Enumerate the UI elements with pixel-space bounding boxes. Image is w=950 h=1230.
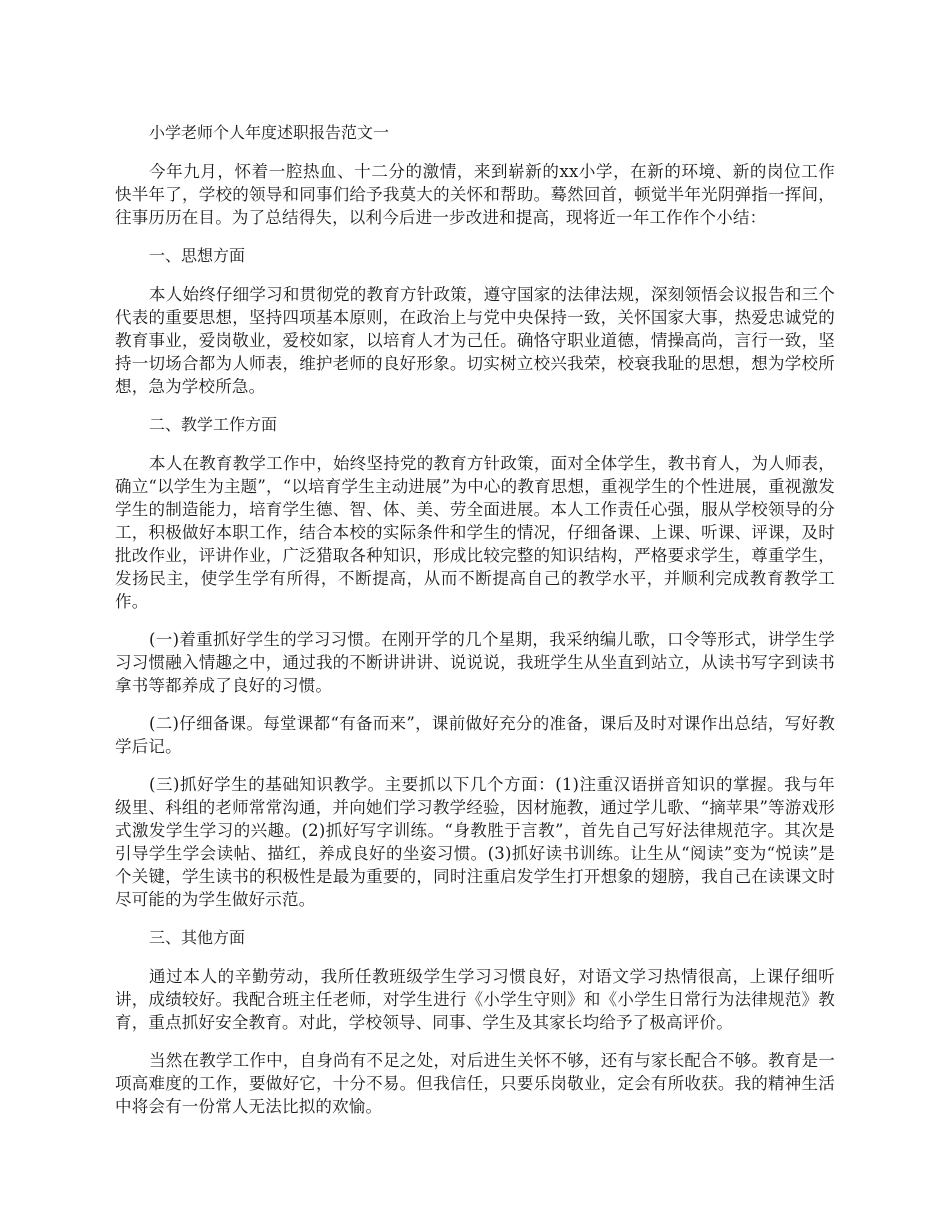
section-heading-teaching: 二、教学工作方面 [149,415,278,434]
document-title: 小学老师个人年度述职报告范文一 [149,123,390,142]
document-page [115,121,835,1133]
teaching-item-1: (一)着重抓好学生的学习习惯。在刚开学的几个星期，我采纳编儿歌，口令等形式，讲学生学习习惯融入情趣之中，通过我的不断讲讲讲、说说说，我班学生从坐直到站立，从读书写字到读书拿书等都养成了良好的习惯。 [115,630,835,695]
teaching-item-2: (二)仔细备课。每堂课都“有备而来”，课前做好充分的准备，课后及时对课作出总结，写好教学后记。 [115,714,835,756]
teaching-paragraph: 本人在教育教学工作中，始终坚持党的教育方针政策，面对全体学生，教书育人，为人师表，确立“以学生为主题”，“以培育学生主动进展”为中心的教育思想，重视学生的个性进展，重视激发学生的制造能力，培育学生德、智、体、美、劳全面进展。本人工作责任心强，服从学校领导的分工，积极做好本职工作，结合本校的实际条件和学生的情况，仔细备课、上课、听课、评课，及时批改作业，评讲作业，广泛猎取各种知识，形成比较完整的知识结构，严格要求学生，尊重学生，发扬民主，使学生学有所得，不断提高，从而不断提高自己的教学水平，并顺利完成教育教学工作。 [115,454,835,611]
thought-paragraph: 本人始终仔细学习和贯彻党的教育方针政策，遵守国家的法律法规，深刻领悟会议报告和三个代表的重要思想，坚持四项基本原则，在政治上与党中央保持一致，关怀国家大事，热爱忠诚党的教育事业，爱岗敬业，爱校如家，以培育人才为己任。确恪守职业道德，情操高尚，言行一致，坚持一切场合都为人师表，维护老师的良好形象。切实树立校兴我荣，校衰我耻的思想，想为学校所想，急为学校所急。 [115,285,835,396]
section-heading-other: 三、其他方面 [149,928,246,947]
teaching-item-3: (三)抓好学生的基础知识教学。主要抓以下几个方面：(1)注重汉语拼音知识的掌握。我与年级里、科组的老师常常沟通，并向她们学习教学经验，因材施教，通过学儿歌、“摘苹果”等游戏形式激发学生学习的兴趣。(2)抓好写字训练。“身教胜于言教”，首先自己写好法律规范字。其次是引导学生学会读帖、描红，养成良好的坐姿习惯。(3)抓好读书训练。让生从“阅读”变为“悦读”是个关键，学生读书的积极性是最为重要的，同时注重启发学生打开想象的翅膀，我自己在读课文时尽可能的为学生做好示范。 [115,775,835,909]
section-heading-thought: 一、思想方面 [149,246,246,265]
other-paragraph: 通过本人的辛勤劳动，我所任教班级学生学习习惯良好，对语文学习热情很高，上课仔细听讲，成绩较好。我配合班主任老师，对学生进行《小学生守则》和《小学生日常行为法律规范》教育，重点抓好安全教育。对此，学校领导、同事、学生及其家长均给予了极高评价。 [115,967,835,1032]
closing-paragraph: 当然在教学工作中，自身尚有不足之处，对后进生关怀不够，还有与家长配合不够。教育是一项高难度的工作，要做好它，十分不易。但我信任，只要乐岗敬业，定会有所收获。我的精神生活中将会有一份常人无法比拟的欢愉。 [115,1051,835,1116]
intro-paragraph: 今年九月，怀着一腔热血、十二分的激情，来到崭新的xx小学，在新的环境、新的岗位工作快半年了，学校的领导和同事们给予我莫大的关怀和帮助。蓦然回首，顿觉半年光阴弹指一挥间，往事历历在目。为了总结得失，以利今后进一步改进和提高，现将近一年工作作个小结： [115,162,835,227]
